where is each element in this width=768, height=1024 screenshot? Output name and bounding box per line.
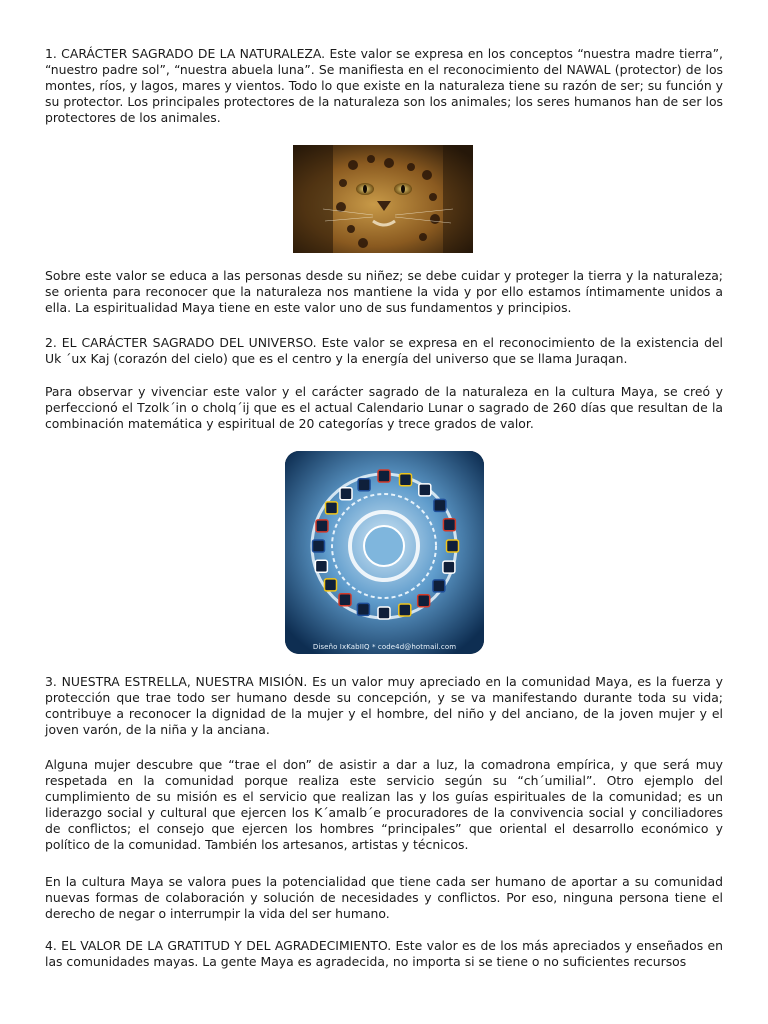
calendar-glyph-tile — [315, 560, 327, 572]
mayan-calendar-spiral-icon — [285, 451, 484, 654]
calendar-glyph-tile — [400, 474, 412, 486]
calendar-glyph-tile — [443, 519, 455, 531]
jaguar-photo-icon — [293, 145, 473, 253]
calendar-glyph-tile — [378, 470, 390, 482]
paragraph-4: Para observar y vivenciar este valor y el carácter sagrado de la naturaleza en la cultura Maya, se creó y perfeccionó el Tzolk´in o cholq´ij que es el actual Calendario Lunar o sagrado de 260 días que resultan de la combinación matemática y espiritual de 20 categorías y trece grados de valor. — [45, 384, 723, 431]
calendar-glyph-tile — [378, 607, 390, 619]
jaguar-image — [293, 145, 473, 253]
calendar-glyph-tile — [433, 580, 445, 592]
paragraph-2: Sobre este valor se educa a las personas desde su niñez; se debe cuidar y proteger la tierra y la naturaleza; se orienta para reconocer que la naturaleza nos mantiene la vida y por ello estamos íntimamente unidos a ella. La espiritualidad Maya tiene en este valor uno de sus fundamentos y principios. — [45, 268, 723, 315]
paragraph-8: 4. EL VALOR DE LA GRATITUD Y DEL AGRADECIMIENTO. Este valor es de los más apreciados y enseñados en las comunidades mayas. La gente Maya es agradecida, no importa si se tiene o no suficientes recursos — [45, 938, 723, 969]
calendar-glyph-tile — [339, 594, 351, 606]
paragraph-7: En la cultura Maya se valora pues la potencialidad que tiene cada ser humano de aportar a su comunidad nuevas formas de colaboración y solución de necesidades y conflictos. Por eso, ninguna persona tiene el derecho de negar o interrumpir la vida del ser humano. — [45, 874, 723, 921]
calendar-glyph-tile — [447, 540, 459, 552]
calendar-glyph-tile — [316, 520, 328, 532]
paragraph-6: Alguna mujer descubre que “trae el don” de asistir a dar a luz, la comadrona empírica, y que será muy respetada en la comunidad porque realiza este servicio según su “ch´umilial”. Otro ejemplo del cumplimiento de su misión es el servicio que realizan las y los guías espirituales de la comunidad; es un liderazgo social y cultural que ejercen los K´amalb´e procuradores de la convivencia social y conciliadores de conflictos; el consejo que ejercen los hombres “principales” que oriental el desarrollo económico y político de la comunidad. También los artesanos, artistas y técnicos. — [45, 757, 723, 852]
calendar-image — [285, 451, 484, 654]
paragraph-1: 1. CARÁCTER SAGRADO DE LA NATURALEZA. Este valor se expresa en los conceptos “nuestra madre tierra”, “nuestro padre sol”, “nuestra abuela luna”. Se manifiesta en el reconocimiento del NAWAL (protector) de los montes, ríos, y lagos, mares y vientos. Todo lo que existe en la naturaleza tiene su razón de ser; su función y su protector. Los principales protectores de la naturaleza son los animales; los seres humanos han de ser los protectores de los animales. — [45, 46, 723, 125]
calendar-glyph-tile — [434, 499, 446, 511]
calendar-caption: Diseño IxKabIIQ * code4d@hotmail.com — [312, 643, 457, 651]
calendar-glyph-tile — [399, 604, 411, 616]
calendar-glyph-tile — [418, 595, 430, 607]
calendar-glyph-tile — [419, 484, 431, 496]
calendar-glyph-tile — [358, 479, 370, 491]
calendar-glyph-tile — [357, 603, 369, 615]
calendar-glyph-tile — [443, 561, 455, 573]
paragraph-5: 3. NUESTRA ESTRELLA, NUESTRA MISIÓN. Es un valor muy apreciado en la comunidad Maya, es la fuerza y protección que trae todo ser humano desde su concepción, y se va manifestando durante toda su vida; contribuye a reconocer la dignidad de la mujer y el hombre, del niño y del anciano, de la joven mujer y el joven varón, de la niña y la anciana. — [45, 674, 723, 737]
calendar-glyph-tile — [313, 540, 325, 552]
calendar-glyph-tile — [325, 579, 337, 591]
calendar-glyph-tile — [326, 502, 338, 514]
calendar-glyph-tile — [340, 488, 352, 500]
paragraph-3: 2. EL CARÁCTER SAGRADO DEL UNIVERSO. Este valor se expresa en el reconocimiento de la existencia del Uk ´ux Kaj (corazón del cielo) que es el centro y la energía del universo que se llama Juraqan. — [45, 335, 723, 366]
